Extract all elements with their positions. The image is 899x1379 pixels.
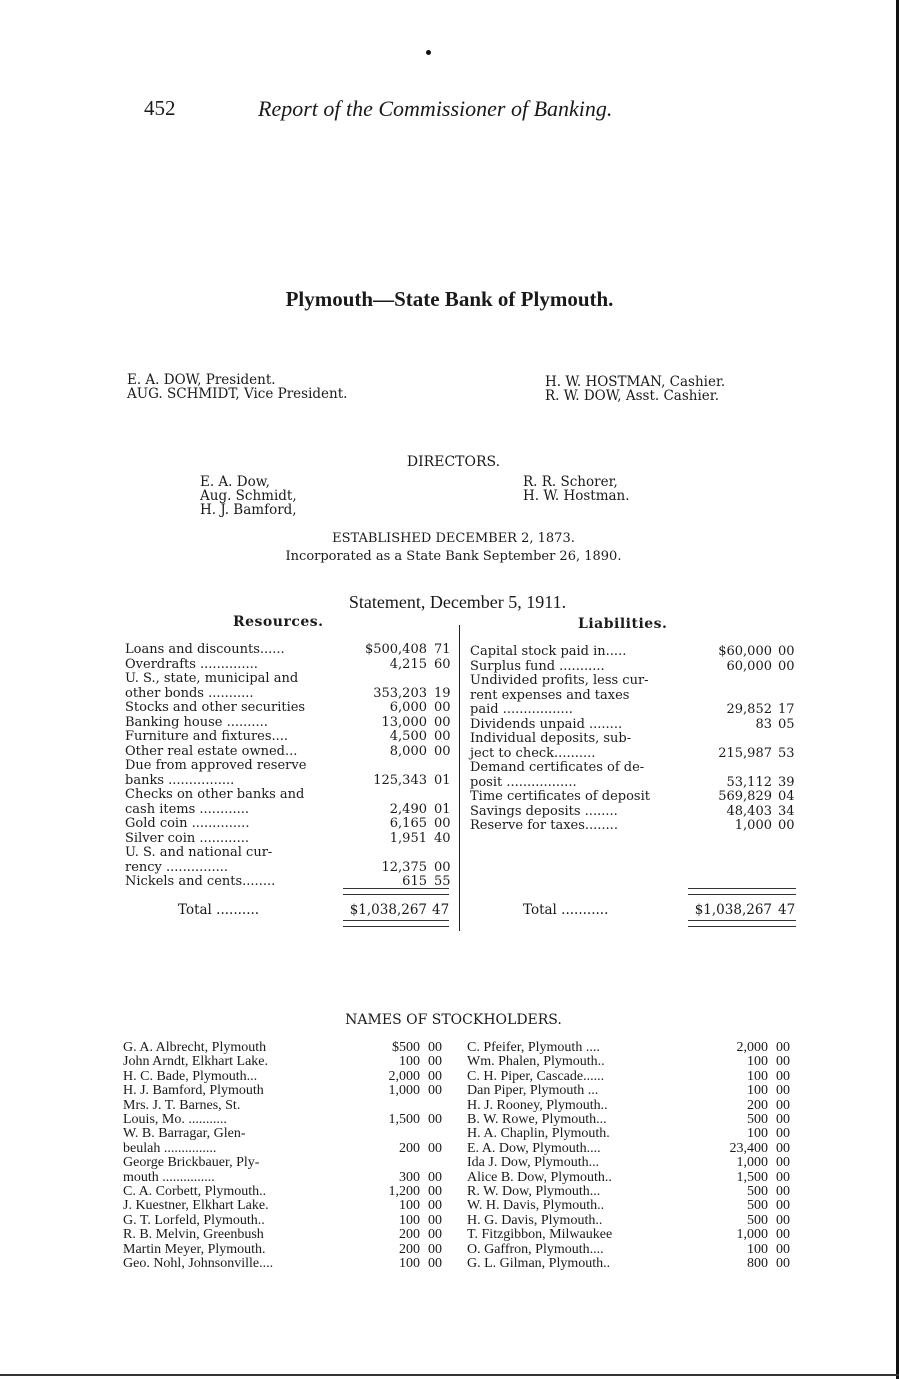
officer-asst-cashier: R. W. DOW, Asst. Cashier. — [545, 388, 720, 404]
liabilities-row-label: Time certificates of deposit — [470, 789, 650, 804]
stockholder-row-label: C. H. Piper, Cascade...... — [467, 1068, 605, 1084]
liabilities-total-amount: $1,038,267 — [694, 902, 772, 918]
stockholder-row-cents: 00 — [776, 1256, 790, 1271]
stockholder-row-label: G. T. Lorfeld, Plymouth.. — [123, 1212, 265, 1228]
resources-row-label: Banking house .......... — [125, 714, 268, 730]
stockholder-row-cents: 00 — [428, 1198, 442, 1214]
stockholder-row-label: T. Fitzgibbon, Milwaukee — [467, 1227, 613, 1243]
resources-row-cents: 60 — [434, 656, 451, 672]
liabilities-row-amount: 48,403 — [726, 803, 772, 819]
resources-row-cents: 00 — [434, 743, 451, 759]
liabilities-row-label: Demand certificates of de- — [470, 760, 645, 775]
statement-title: Statement, December 5, 1911. — [348, 592, 567, 612]
stockholder-row-label: C. Pfeifer, Plymouth .... — [467, 1040, 600, 1055]
liabilities-row-cents: 00 — [778, 818, 795, 833]
stockholder-row-label: H. A. Chaplin, Plymouth. — [467, 1126, 610, 1142]
liabilities-total-cents: 47 — [778, 902, 796, 918]
resources-row-cents: 00 — [434, 729, 451, 744]
resources-row-label: cash items ............ — [125, 801, 250, 817]
stockholder-row-cents: 00 — [428, 1140, 442, 1156]
stockholder-row-label: mouth ............... — [123, 1169, 215, 1185]
resources-row-label: rency ............... — [125, 859, 229, 875]
liabilities-row-label: rent expenses and taxes — [470, 687, 630, 703]
liabilities-row-amount: 53,112 — [726, 774, 772, 790]
stockholder-row-cents: 00 — [428, 1040, 442, 1055]
liabilities-row-amount: $60,000 — [718, 644, 772, 659]
liabilities-row-label: posit ................. — [470, 774, 577, 790]
resources-total-underline — [343, 920, 449, 927]
liabilities-row-cents: 04 — [778, 789, 795, 804]
stockholder-row-label: beulah ............... — [123, 1140, 217, 1156]
column-divider — [459, 625, 460, 931]
resources-row-cents: 19 — [434, 685, 451, 701]
liabilities-row-amount: 29,852 — [726, 702, 772, 717]
resources-heading: Resources. — [233, 614, 324, 630]
printer-dot — [426, 50, 431, 55]
liabilities-row-amount: 569,829 — [718, 789, 772, 804]
stockholder-row-cents: 00 — [776, 1097, 790, 1113]
officer-vice-president: AUG. SCHMIDT, Vice President. — [127, 386, 348, 402]
director: E. A. Dow, — [200, 474, 270, 490]
resources-row-amount: 6,000 — [389, 700, 427, 715]
resources-row-cents: 00 — [434, 816, 451, 831]
stockholder-row-amount: 300 — [399, 1169, 420, 1185]
liabilities-heading: Liabilities. — [578, 616, 668, 632]
stockholder-row-amount: 200 — [399, 1140, 420, 1156]
liabilities-row-label: paid ................. — [470, 702, 573, 717]
stockholder-row-cents: 00 — [428, 1212, 442, 1228]
directors-heading: DIRECTORS. — [406, 454, 501, 470]
stockholder-row-amount: 23,400 — [729, 1140, 768, 1156]
resources-row-cents: 01 — [434, 772, 451, 788]
resources-row-amount: 4,500 — [389, 729, 427, 744]
stockholder-row-cents: 00 — [428, 1256, 442, 1271]
resources-row-label: U. S., state, municipal and — [125, 671, 299, 686]
resources-row-label: U. S. and national cur- — [125, 845, 273, 860]
stockholder-row-cents: 00 — [776, 1126, 790, 1142]
director: R. R. Schorer, — [523, 474, 618, 490]
stockholder-row-label: R. B. Melvin, Greenbush — [123, 1227, 264, 1243]
liabilities-row-amount: 1,000 — [734, 818, 772, 833]
stockholder-row-cents: 00 — [428, 1241, 442, 1257]
liabilities-row-label: Capital stock paid in..... — [470, 644, 627, 659]
stockholder-row-amount: 100 — [747, 1083, 768, 1099]
liabilities-row-label: Undivided profits, less cur- — [470, 673, 649, 688]
established-line: ESTABLISHED DECEMBER 2, 1873. — [332, 531, 575, 546]
resources-row-label: Checks on other banks and — [125, 787, 305, 802]
resources-row-label: Furniture and fixtures.... — [125, 729, 289, 744]
stockholder-row-amount: 1,500 — [736, 1169, 768, 1185]
stockholder-row-cents: 00 — [776, 1054, 790, 1070]
stockholder-row-label: Ida J. Dow, Plymouth... — [467, 1155, 600, 1171]
liabilities-row-cents: 39 — [778, 774, 795, 790]
resources-row-cents: 40 — [434, 830, 451, 846]
resources-row-cents: 00 — [434, 714, 451, 730]
stockholder-row-amount: 100 — [399, 1212, 420, 1228]
stockholder-row-cents: 00 — [428, 1068, 442, 1084]
stockholder-row-amount: 100 — [747, 1068, 768, 1084]
liabilities-row-amount: 60,000 — [726, 658, 772, 674]
stockholder-row-amount: 1,000 — [388, 1083, 420, 1099]
stockholder-row-cents: 00 — [776, 1112, 790, 1127]
stockholder-row-label: H. J. Rooney, Plymouth.. — [467, 1097, 608, 1113]
stockholder-row-cents: 00 — [776, 1184, 790, 1199]
liabilities-row-cents: 00 — [778, 644, 795, 659]
stockholder-row-label: E. A. Dow, Plymouth.... — [467, 1140, 601, 1156]
resources-row-cents: 71 — [434, 642, 451, 657]
liabilities-row-cents: 34 — [778, 803, 795, 819]
liabilities-row-label: ject to check.......... — [470, 745, 596, 761]
stockholder-row-amount: 200 — [399, 1241, 420, 1257]
stockholder-row-amount: 2,000 — [736, 1040, 768, 1055]
director: H. W. Hostman. — [523, 488, 630, 504]
stockholder-row-amount: 200 — [399, 1227, 420, 1243]
stockholder-row-amount: 500 — [747, 1184, 768, 1199]
liabilities-row-cents: 05 — [778, 716, 795, 732]
resources-row-amount: 8,000 — [389, 743, 427, 759]
resources-row-cents: 00 — [434, 859, 451, 875]
stockholder-row-label: Alice B. Dow, Plymouth.. — [467, 1169, 612, 1185]
resources-row-label: Other real estate owned... — [125, 743, 298, 759]
stockholder-row-label: George Brickbauer, Ply- — [123, 1155, 260, 1171]
liabilities-row-label: Surplus fund ........... — [470, 658, 605, 674]
director: Aug. Schmidt, — [200, 488, 297, 504]
resources-row-label: Gold coin .............. — [125, 816, 250, 831]
stockholder-row-label: G. A. Albrecht, Plymouth — [123, 1040, 267, 1055]
resources-row-label: Loans and discounts...... — [125, 642, 285, 657]
resources-row-amount: $500,408 — [364, 642, 427, 657]
stockholder-row-label: Mrs. J. T. Barnes, St. — [123, 1097, 241, 1113]
bank-name: Plymouth—State Bank of Plymouth. — [285, 287, 614, 311]
liabilities-row-cents: 53 — [778, 745, 795, 761]
stockholder-row-cents: 00 — [776, 1040, 790, 1055]
stockholder-row-label: Geo. Nohl, Johnsonville.... — [123, 1256, 274, 1271]
liabilities-row-amount: 83 — [755, 716, 772, 732]
stockholder-row-label: H. G. Davis, Plymouth.. — [467, 1212, 603, 1228]
scan-bottom-edge — [0, 1374, 899, 1376]
stockholder-row-amount: 500 — [747, 1212, 768, 1228]
stockholder-row-cents: 00 — [776, 1083, 790, 1099]
stockholder-row-label: R. W. Dow, Plymouth... — [467, 1184, 601, 1199]
stockholder-row-label: O. Gaffron, Plymouth.... — [467, 1241, 604, 1257]
stockholder-row-amount: 800 — [747, 1256, 768, 1271]
stockholder-row-label: B. W. Rowe, Plymouth... — [467, 1112, 607, 1127]
stockholder-row-label: W. H. Davis, Plymouth.. — [467, 1198, 605, 1214]
stockholder-row-cents: 00 — [428, 1227, 442, 1243]
stockholder-row-amount: 1,000 — [736, 1227, 768, 1243]
stockholder-row-cents: 00 — [776, 1198, 790, 1214]
director: H. J. Bamford, — [200, 502, 297, 518]
resources-row-cents: 00 — [434, 700, 451, 715]
resources-row-amount: 1,951 — [389, 830, 427, 846]
stockholder-row-cents: 00 — [776, 1212, 790, 1228]
stockholder-row-amount: 100 — [399, 1256, 420, 1271]
stockholder-row-amount: 1,200 — [388, 1184, 420, 1199]
stockholder-row-amount: 100 — [747, 1054, 768, 1070]
stockholder-row-amount: 200 — [747, 1097, 768, 1113]
stockholder-row-cents: 00 — [776, 1169, 790, 1185]
stockholder-row-label: J. Kuestner, Elkhart Lake. — [123, 1198, 269, 1214]
resources-row-cents: 01 — [434, 801, 451, 817]
stockholder-row-label: Louis, Mo. ........... — [123, 1112, 227, 1127]
stockholder-row-amount: 100 — [747, 1241, 768, 1257]
resources-row-label: Stocks and other securities — [125, 700, 306, 715]
liabilities-row-amount: 215,987 — [718, 745, 772, 761]
stockholders-heading: NAMES OF STOCKHOLDERS. — [345, 1012, 562, 1028]
stockholder-row-cents: 00 — [776, 1155, 790, 1171]
resources-total-cents: 47 — [432, 902, 450, 918]
resources-row-amount: 2,490 — [389, 801, 427, 817]
resources-row-amount: 353,203 — [373, 685, 427, 701]
officer-president: E. A. DOW, President. — [127, 372, 276, 388]
resources-row-label: Due from approved reserve — [125, 758, 307, 773]
liabilities-total-underline — [688, 920, 796, 927]
resources-total-amount: $1,038,267 — [349, 902, 427, 918]
stockholder-row-cents: 00 — [428, 1184, 442, 1199]
stockholder-row-cents: 00 — [428, 1083, 442, 1099]
stockholder-row-amount: 500 — [747, 1198, 768, 1214]
stockholder-row-amount: 100 — [399, 1054, 420, 1070]
stockholder-row-label: C. A. Corbett, Plymouth.. — [123, 1184, 267, 1199]
resources-row-label: banks ................ — [125, 772, 235, 788]
stockholder-row-cents: 00 — [776, 1227, 790, 1243]
stockholder-row-amount: 100 — [399, 1198, 420, 1214]
liabilities-row-label: Savings deposits ........ — [470, 803, 618, 819]
stockholder-row-label: H. C. Bade, Plymouth... — [123, 1068, 258, 1084]
resources-total-label: Total .......... — [178, 902, 260, 918]
resources-row-label: Silver coin ............ — [125, 830, 249, 846]
stockholder-row-cents: 00 — [776, 1241, 790, 1257]
resources-row-amount: 12,375 — [381, 859, 427, 875]
resources-row-label: other bonds ........... — [125, 685, 254, 701]
incorporated-line: Incorporated as a State Bank September 26, 1890. — [285, 549, 622, 564]
stockholder-row-label: Wm. Phalen, Plymouth.. — [467, 1054, 605, 1070]
running-title: Report of the Commissioner of Banking. — [258, 96, 613, 121]
liabilities-row-cents: 00 — [778, 658, 795, 674]
stockholder-row-cents: 00 — [428, 1112, 442, 1127]
stockholder-row-label: G. L. Gilman, Plymouth.. — [467, 1256, 611, 1271]
resources-row-amount: 615 — [402, 874, 427, 889]
resources-row-amount: 6,165 — [389, 816, 427, 831]
resources-total-rule — [343, 888, 449, 895]
stockholder-row-amount: 500 — [747, 1112, 768, 1127]
resources-row-cents: 55 — [434, 874, 451, 889]
liabilities-row-cents: 17 — [778, 702, 795, 717]
stockholder-row-label: Martin Meyer, Plymouth. — [123, 1241, 266, 1257]
liabilities-total-label: Total ........... — [523, 902, 609, 918]
stockholder-row-label: H. J. Bamford, Plymouth — [123, 1083, 264, 1099]
stockholder-row-amount: $500 — [392, 1040, 420, 1055]
stockholder-row-label: John Arndt, Elkhart Lake. — [123, 1054, 269, 1070]
resources-row-label: Overdrafts .............. — [125, 656, 258, 672]
liabilities-total-rule — [688, 888, 796, 895]
stockholder-row-label: W. B. Barragar, Glen- — [123, 1126, 246, 1142]
resources-row-amount: 4,215 — [389, 656, 427, 672]
stockholder-row-cents: 00 — [776, 1068, 790, 1084]
stockholder-row-amount: 1,500 — [388, 1112, 420, 1127]
stockholder-row-cents: 00 — [428, 1169, 442, 1185]
resources-row-amount: 125,343 — [373, 772, 427, 788]
stockholder-row-amount: 1,000 — [736, 1155, 768, 1171]
stockholder-row-amount: 2,000 — [388, 1068, 420, 1084]
liabilities-row-label: Individual deposits, sub- — [470, 731, 632, 746]
stockholder-row-cents: 00 — [776, 1140, 790, 1156]
liabilities-row-label: Dividends unpaid ........ — [470, 716, 623, 732]
resources-row-label: Nickels and cents........ — [125, 874, 276, 889]
officer-cashier: H. W. HOSTMAN, Cashier. — [545, 374, 726, 390]
resources-row-amount: 13,000 — [381, 714, 427, 730]
stockholder-row-label: Dan Piper, Plymouth ... — [467, 1083, 599, 1099]
stockholder-row-amount: 100 — [747, 1126, 768, 1142]
liabilities-row-label: Reserve for taxes........ — [470, 818, 618, 833]
page-number: 452 — [144, 96, 176, 120]
stockholder-row-cents: 00 — [428, 1054, 442, 1070]
